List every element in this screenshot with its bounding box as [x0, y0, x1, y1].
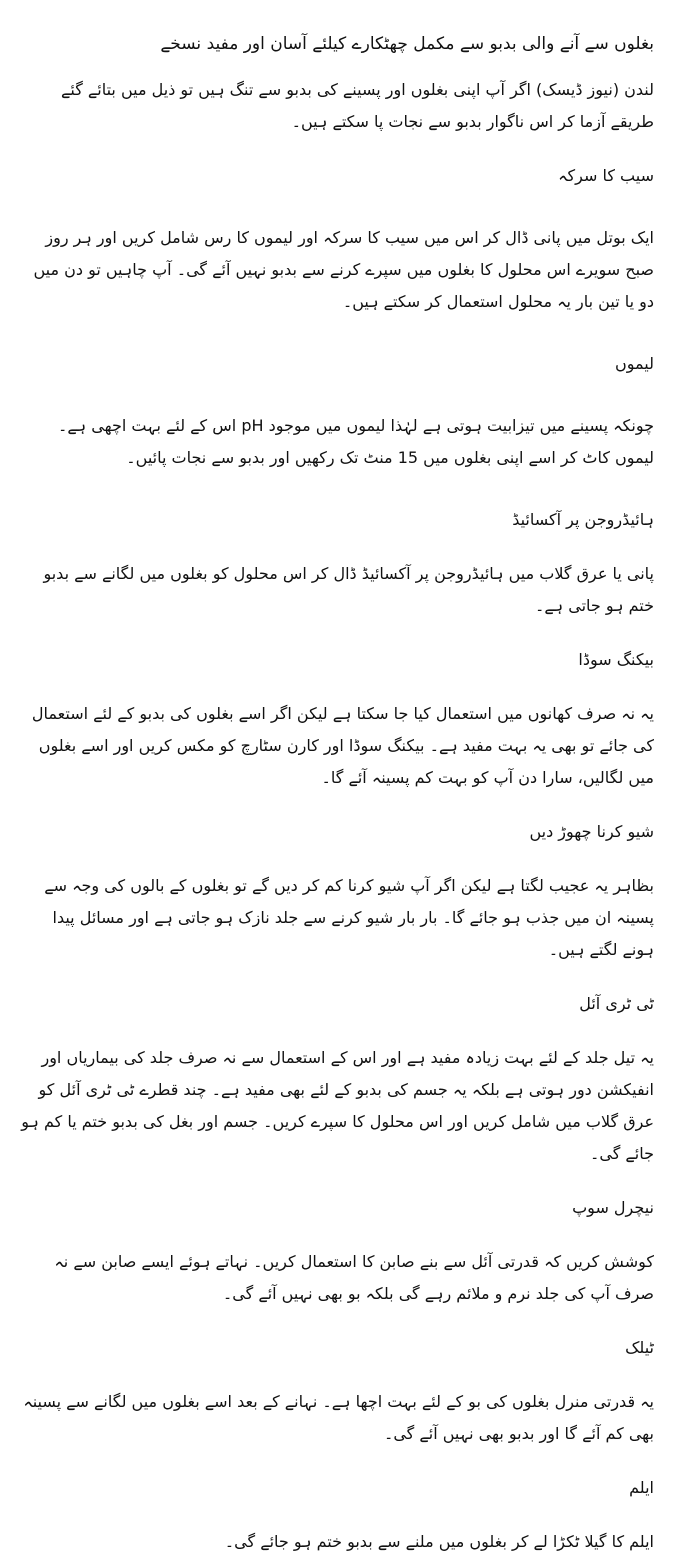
section-heading-hydrogen-peroxide: ہائیڈروجن پر آکسائیڈ: [512, 510, 654, 529]
section-heading-talc: ٹیلک: [625, 1338, 654, 1357]
section-text-apple-vinegar: ایک بوتل میں پانی ڈال کر اس میں سیب کا سرکہ اور لیموں کا رس شامل کریں اور ہر روز صبح سویرے اس محلول کا بغلوں میں سپرے کرنے سے بدبو نہیں آئے گی۔ آپ چاہیں تو دن میں دو یا تین بار یہ محلول استعمال کر سکتے ہیں۔: [33, 228, 654, 311]
section-heading-alum: ایلم: [629, 1478, 654, 1497]
section-heading-tea-tree-oil: ٹی ٹری آئل: [579, 994, 654, 1013]
section-heading-baking-soda: بیکنگ سوڈا: [578, 650, 654, 669]
section-heading-apple-vinegar: سیب کا سرکہ: [558, 166, 654, 185]
section-text-hydrogen-peroxide: پانی یا عرق گلاب میں ہائیڈروجن پر آکسائیڈ ڈال کر اس محلول کو بغلوں میں لگانے سے بدبو ختم ہو جاتی ہے۔: [43, 564, 654, 615]
section-text-stop-shaving: بظاہر یہ عجیب لگتا ہے لیکن اگر آپ شیو کرنا کم کر دیں گے تو بغلوں کے بالوں کی وجہ سے پسینہ ان میں جذب ہو جائے گا۔ بار بار شیو کرنے سے جلد نازک ہو جاتی ہے اور مسائل پیدا ہونے لگتے ہیں۔: [44, 876, 654, 959]
article-intro: لندن (نیوز ڈیسک) اگر آپ اپنی بغلوں اور پسینے کی بدبو سے تنگ ہیں تو ذیل میں بتائے گئے طریقے آزما کر اس ناگوار بدبو سے نجات پا سکتے ہیں۔: [60, 80, 654, 131]
section-heading-lemon: لیموں: [615, 354, 654, 373]
section-text-alum: ایلم کا گیلا ٹکڑا لے کر بغلوں میں ملنے سے بدبو ختم ہو جائے گی۔: [224, 1532, 654, 1551]
section-text-lemon: چونکہ پسینے میں تیزابیت ہوتی ہے لہٰذا لیموں میں موجود pH اس کے لئے بہت اچھی ہے۔ لیموں کاٹ کر اسے اپنی بغلوں میں 15 منٹ تک رکھیں اور بدبو سے نجات پائیں۔: [58, 416, 654, 467]
section-text-tea-tree-oil: یہ تیل جلد کے لئے بہت زیادہ مفید ہے اور اس کے استعمال سے نہ صرف جلد کی بیماریاں اور انفیکشن دور ہوتی ہے بلکہ یہ جسم کی بدبو کے لئے بھی مفید ہے۔ چند قطرے ٹی ٹری آئل کو عرق گلاب میں شامل کریں اور اس محلول کا سپرے کریں۔ جسم اور بغل کی بدبو ختم یا کم ہو جائے گی۔: [21, 1048, 654, 1163]
section-heading-natural-soap: نیچرل سوپ: [572, 1198, 654, 1217]
section-text-baking-soda: یہ نہ صرف کھانوں میں استعمال کیا جا سکتا ہے لیکن اگر اسے بغلوں کی بدبو کے لئے استعمال کی جائے تو بھی یہ بہت مفید ہے۔ بیکنگ سوڈا اور کارن سٹارچ کو مکس کریں اور اسے بغلوں میں لگالیں، سارا دن آپ کو بہت کم پسینہ آئے گا۔: [31, 704, 654, 787]
section-text-talc: یہ قدرتی منرل بغلوں کی بو کے لئے بہت اچھا ہے۔ نہانے کے بعد اسے بغلوں میں لگانے سے پسینہ بھی کم آئے گا اور بدبو بھی نہیں آئے گی۔: [23, 1392, 654, 1443]
section-text-natural-soap: کوشش کریں کہ قدرتی آئل سے بنے صابن کا استعمال کریں۔ نہاتے ہوئے ایسے صابن سے نہ صرف آپ کی جلد نرم و ملائم رہے گی بلکہ بو بھی نہیں آئے گی۔: [54, 1252, 654, 1303]
article-title: بغلوں سے آنے والی بدبو سے مکمل چھٹکارے کیلئے آسان اور مفید نسخے: [160, 34, 654, 54]
section-heading-stop-shaving: شیو کرنا چھوڑ دیں: [529, 822, 654, 841]
